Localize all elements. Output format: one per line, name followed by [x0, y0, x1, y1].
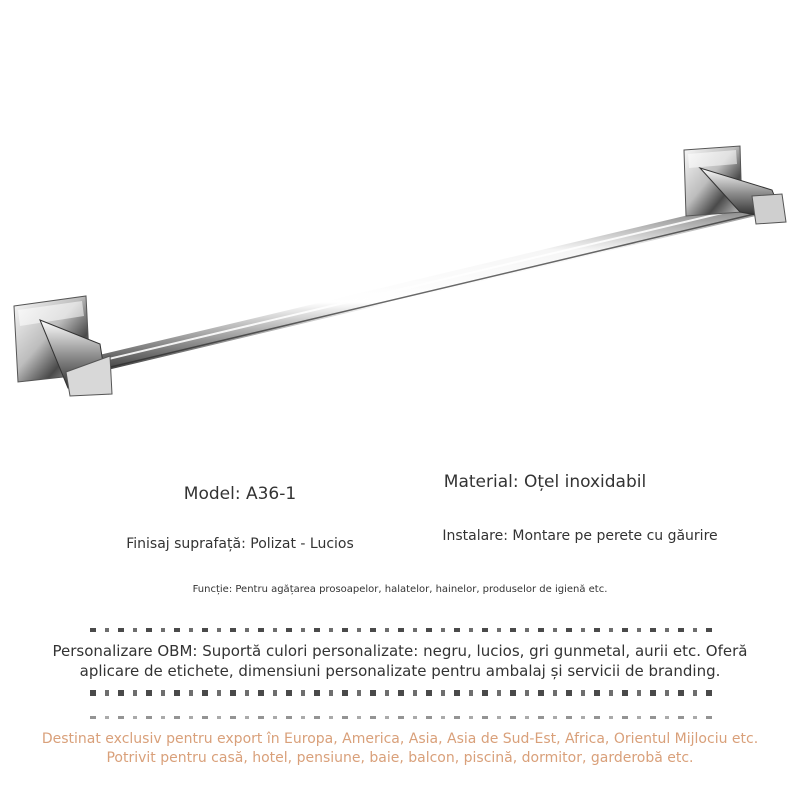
text-artifact-line [90, 690, 720, 696]
obm-customization-text: Personalizare OBM: Suportă culori personalizate: negru, lucios, gri gunmetal, aurii etc. Oferă aplicare de etichete, dimensiuni personalizate pentru ambalaj și servicii de branding. [52, 642, 748, 680]
function-description: Funcție: Pentru agățarea prosoapelor, halatelor, hainelor, produselor de igienă etc. [192, 584, 608, 595]
model-spec: Model: A36-1 [183, 484, 297, 504]
install-spec: Instalare: Montare pe perete cu găurire [442, 528, 718, 544]
towel-rod [95, 198, 764, 372]
text-artifact-line [90, 628, 720, 632]
material-spec: Material: Oțel inoxidabil [443, 472, 647, 492]
left-wall-bracket [14, 296, 112, 396]
right-wall-bracket [684, 146, 786, 224]
finish-spec: Finisaj suprafață: Polizat - Lucios [126, 536, 354, 552]
text-artifact-line [90, 716, 720, 719]
export-markets-text: Destinat exclusiv pentru export în Europa, America, Asia, Asia de Sud-Est, Africa, Orientul Mijlociu etc. Potrivit pentru casă, hotel, pensiune, baie, balcon, piscină, dormitor, garderobă etc. [41, 731, 759, 766]
